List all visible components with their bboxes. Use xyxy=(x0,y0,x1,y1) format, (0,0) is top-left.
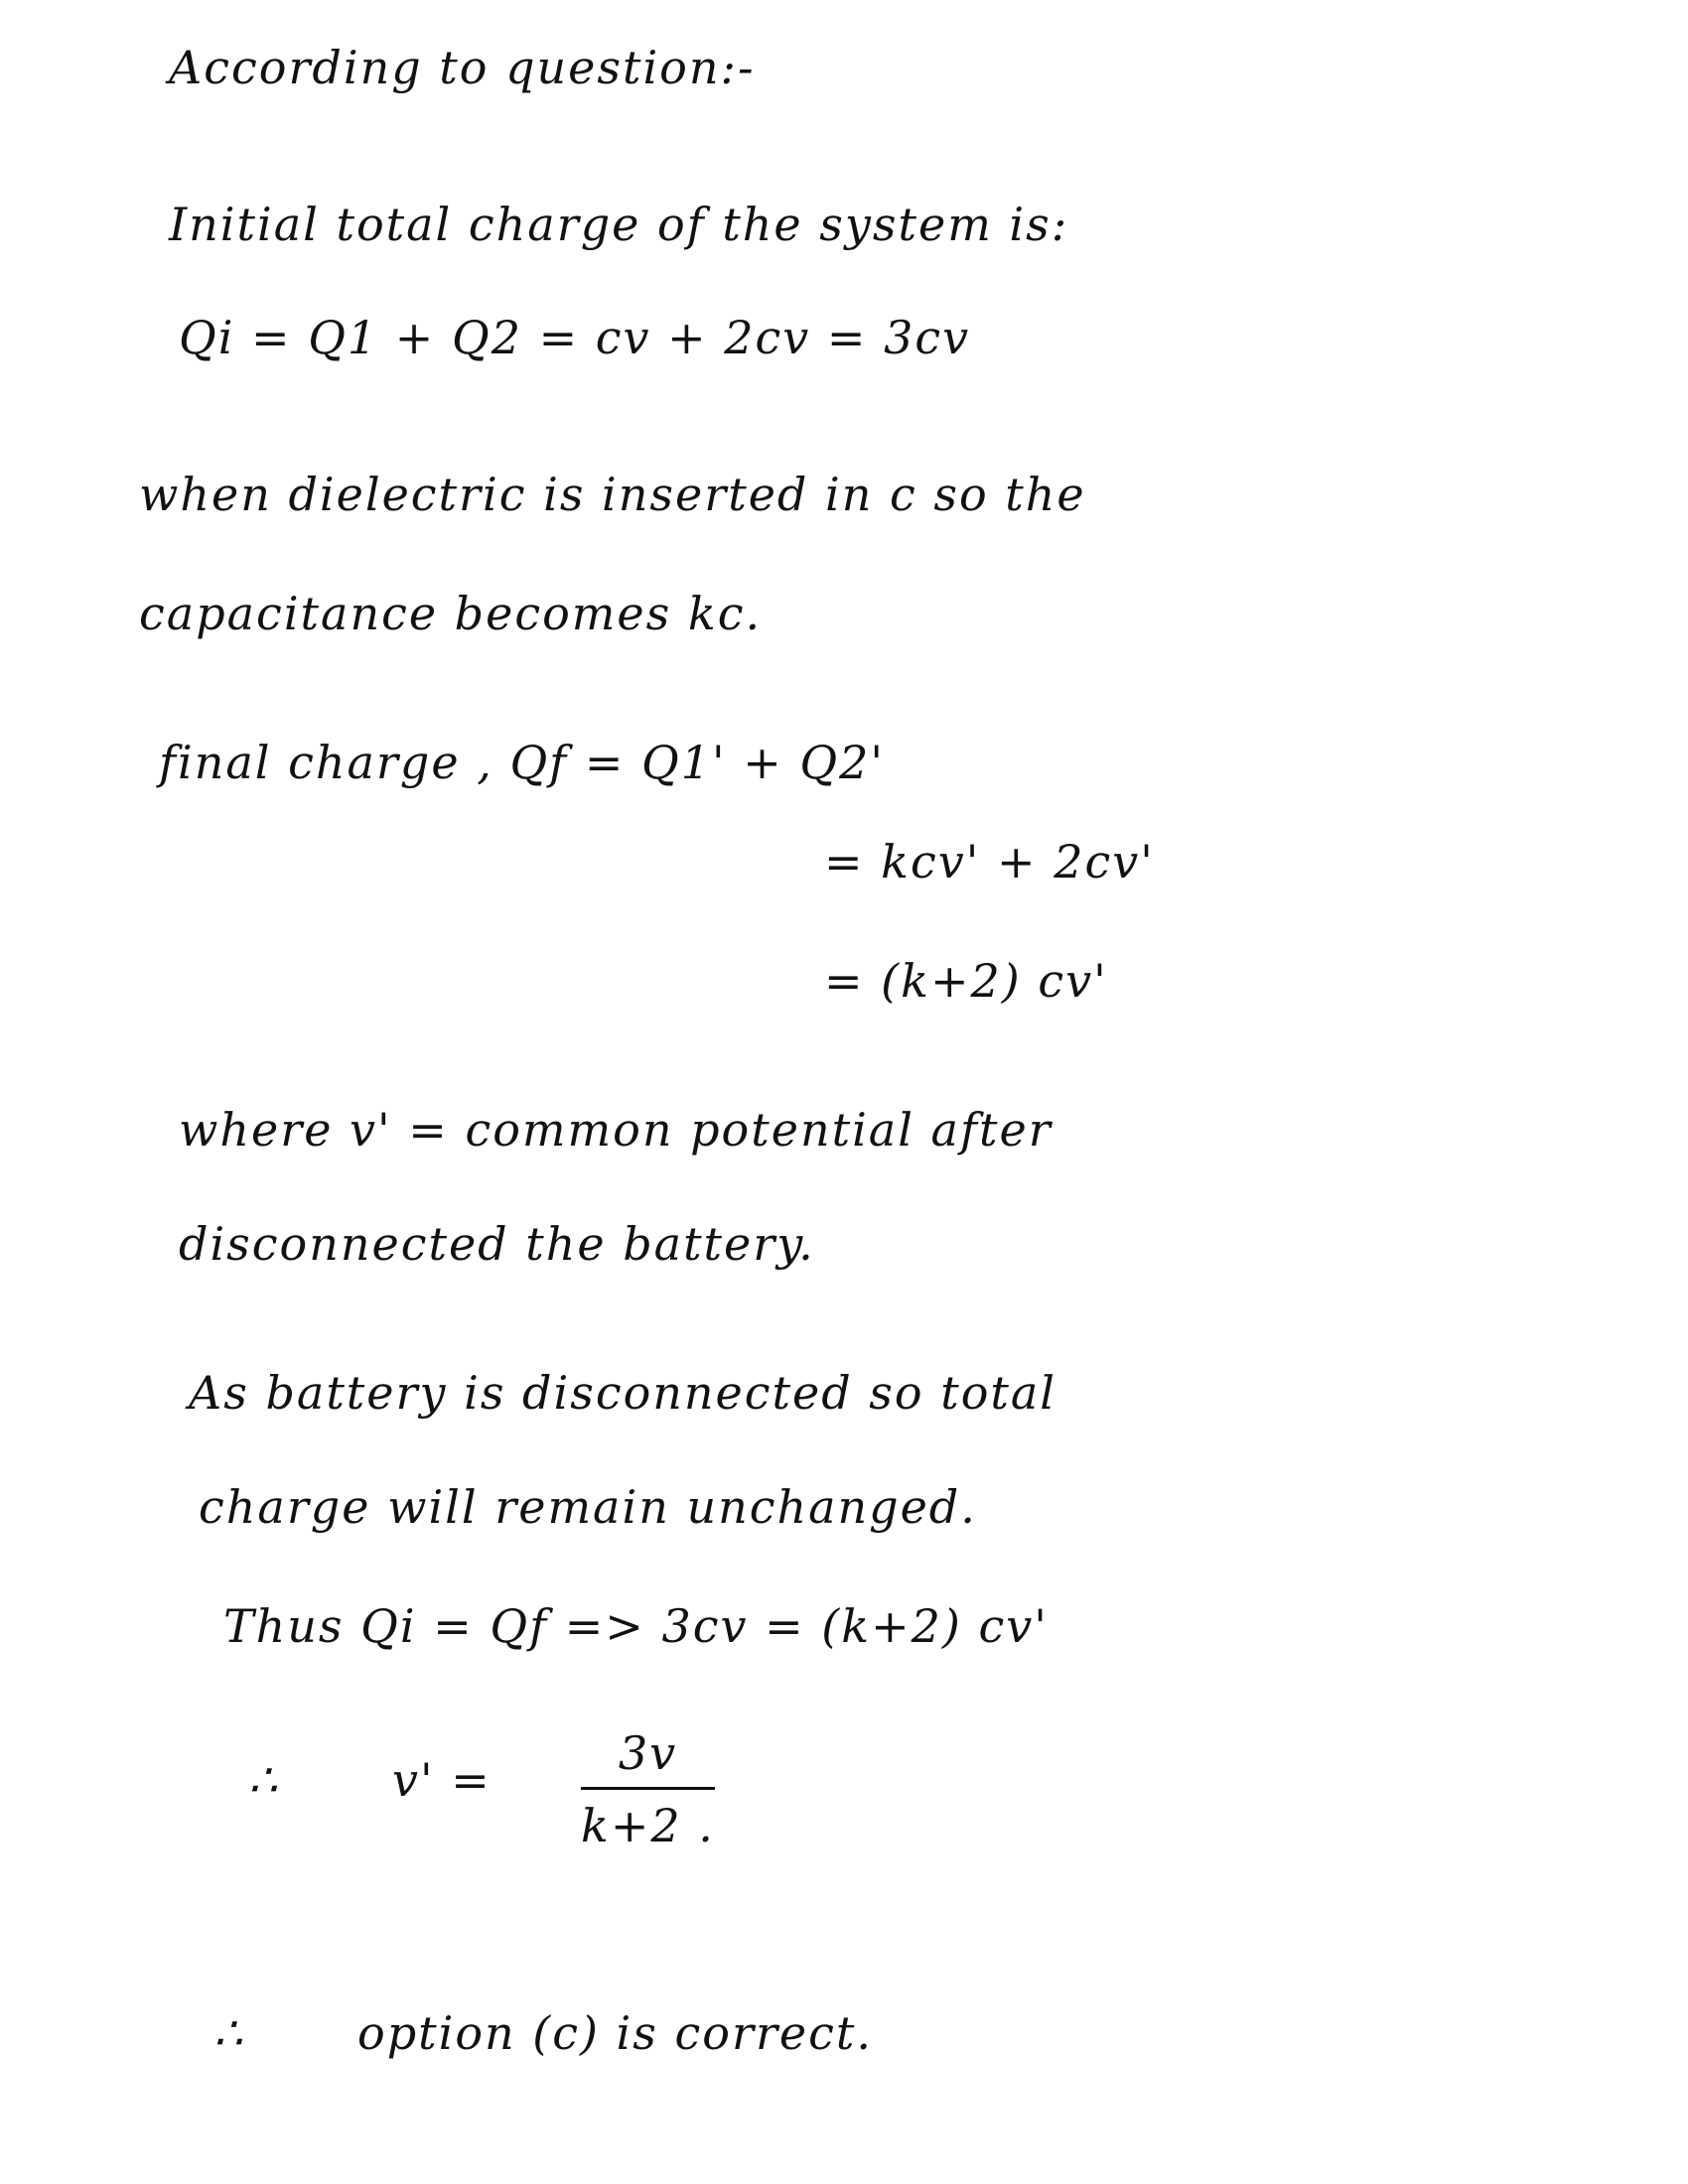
equation-line-final: final charge , Qf = Q1' + Q2' xyxy=(159,736,886,789)
equation-line-final-step3: = (k+2) cv' xyxy=(824,954,1108,1008)
therefore-symbol-conclusion: ∴ xyxy=(213,2006,243,2060)
text-line-dielectric: when dielectric is inserted in c so the xyxy=(139,468,1086,521)
fraction-numerator: 3v xyxy=(618,1726,678,1780)
text-line-battery: As battery is disconnected so total xyxy=(189,1366,1057,1420)
equation-line-thus: Thus Qi = Qf => 3cv = (k+2) cv' xyxy=(223,1599,1049,1653)
therefore-symbol: ∴ xyxy=(248,1753,278,1807)
conclusion-line: option (c) is correct. xyxy=(357,2006,874,2060)
equation-line-initial: Qi = Q1 + Q2 = cv + 2cv = 3cv xyxy=(179,311,971,364)
equation-line-final-step2: = kcv' + 2cv' xyxy=(824,835,1155,888)
text-line-unchanged: charge will remain unchanged. xyxy=(199,1480,977,1534)
text-line-initial-charge: Initial total charge of the system is: xyxy=(169,198,1069,251)
fraction-vprime xyxy=(581,1725,715,1853)
heading-line: According to question:- xyxy=(169,41,756,94)
text-line-capacitance: capacitance becomes kc. xyxy=(139,587,763,640)
equation-lhs-vprime: v' = xyxy=(392,1753,492,1807)
fraction-denominator: k+2 . xyxy=(581,1799,715,1852)
text-line-common-potential: where v' = common potential after xyxy=(179,1103,1053,1157)
text-line-disconnected: disconnected the battery. xyxy=(179,1217,815,1271)
